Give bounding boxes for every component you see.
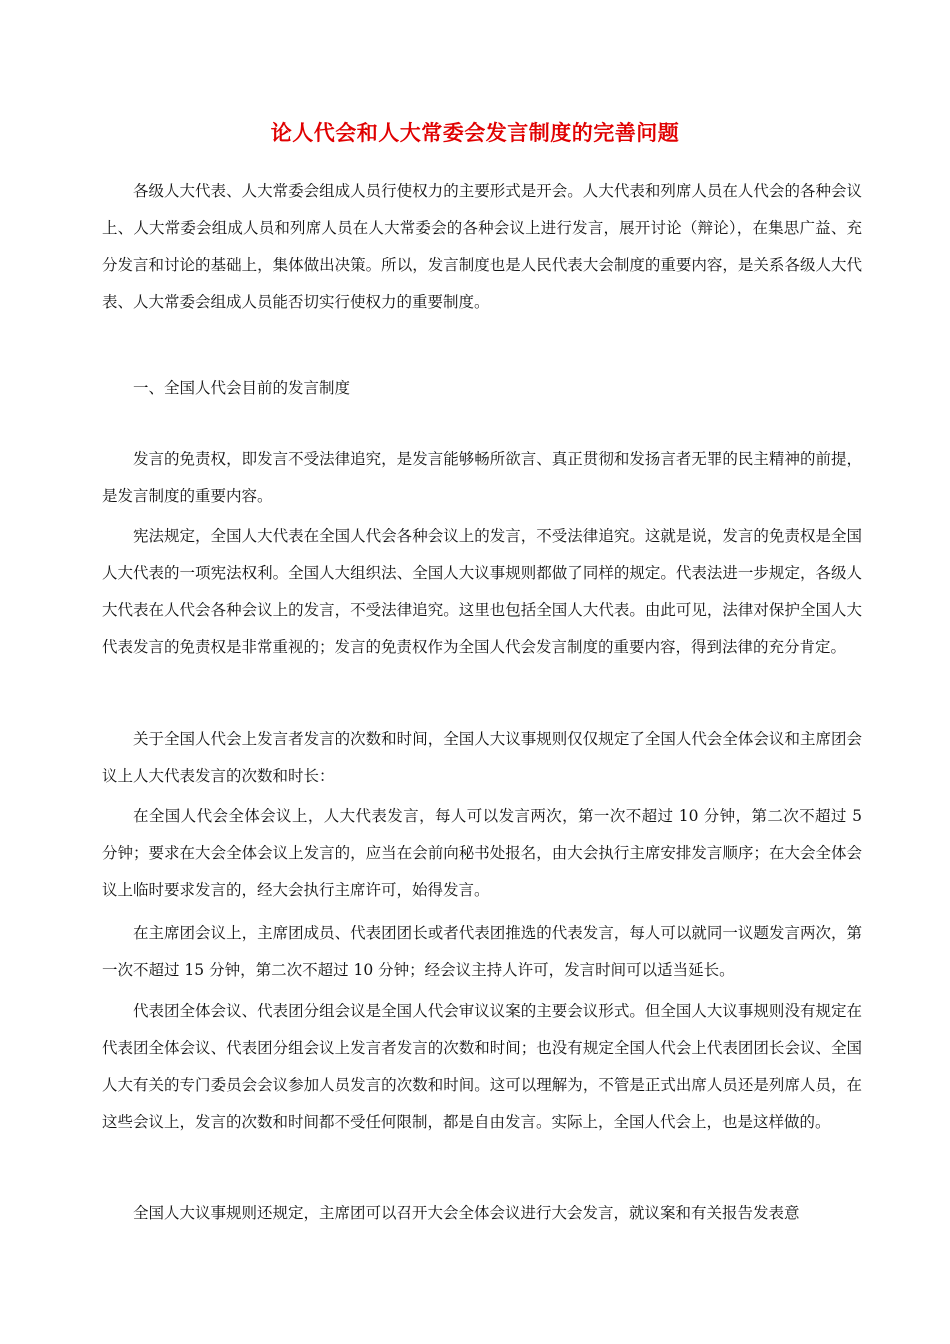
paragraph-6: 代表团全体会议、代表团分组会议是全国人代会审议议案的主要会议形式。但全国人大议事规则没有规定在代表团全体会议、代表团分组会议上发言者发言的次数和时间；也没有规定全国人代会上代表团团长会议、全国人大有关的专门委员会会议参加人员发言的次数和时间。这可以理解为，不管是正式出席人员还是列席人员，在这些会议上，发言的次数和时间都不受任何限制，都是自由发言。实际上，全国人代会上，也是这样做的。 xyxy=(102,1002,862,1131)
intro-paragraph: 各级人大代表、人大常委会组成人员行使权力的主要形式是开会。人大代表和列席人员在人代会的各种会议上、人大常委会组成人员和列席人员在人大常委会的各种会议上进行发言，展开讨论（辩论），在集思广益、充分发言和讨论的基础上，集体做出决策。所以，发言制度也是人民代表大会制度的重要内容，是关系各级人大代表、人大常委会组成人员能否切实行使权力的重要制度。 xyxy=(102,182,862,311)
paragraph-4: 在全国人代会全体会议上，人大代表发言，每人可以发言两次，第一次不超过 10 分钟，第二次不超过 5 分钟；要求在大会全体会议上发言的，应当在会前向秘书处报名，由大会执行主席安排发言顺序；在大会全体会议上临时要求发言的，经大会执行主席许可，始得发言。 xyxy=(102,807,862,899)
document-title: 论人代会和人大常委会发言制度的完善问题 xyxy=(270,120,680,145)
paragraph-7: 全国人大议事规则还规定，主席团可以召开大会全体会议进行大会发言，就议案和有关报告发表意 xyxy=(133,1204,800,1222)
paragraph-3: 关于全国人代会上发言者发言的次数和时间，全国人大议事规则仅仅规定了全国人代会全体会议和主席团会议上人大代表发言的次数和时长： xyxy=(102,730,862,785)
paragraph-1: 发言的免责权，即发言不受法律追究，是发言能够畅所欲言、真正贯彻和发扬言者无罪的民主精神的前提，是发言制度的重要内容。 xyxy=(102,450,862,505)
section-heading: 一、全国人代会目前的发言制度 xyxy=(133,379,351,397)
paragraph-2: 宪法规定，全国人大代表在全国人代会各种会议上的发言，不受法律追究。这就是说，发言的免责权是全国人大代表的一项宪法权利。全国人大组织法、全国人大议事规则都做了同样的规定。代表法进一步规定，各级人大代表在人代会各种会议上的发言，不受法律追究。这里也包括全国人大代表。由此可见，法律对保护全国人大代表发言的免责权是非常重视的；发言的免责权作为全国人代会发言制度的重要内容，得到法律的充分肯定。 xyxy=(102,527,862,656)
paragraph-5: 在主席团会议上，主席团成员、代表团团长或者代表团推选的代表发言，每人可以就同一议题发言两次，第一次不超过 15 分钟，第二次不超过 10 分钟；经会议主持人许可，发言时间可以适当延长。 xyxy=(102,924,862,979)
